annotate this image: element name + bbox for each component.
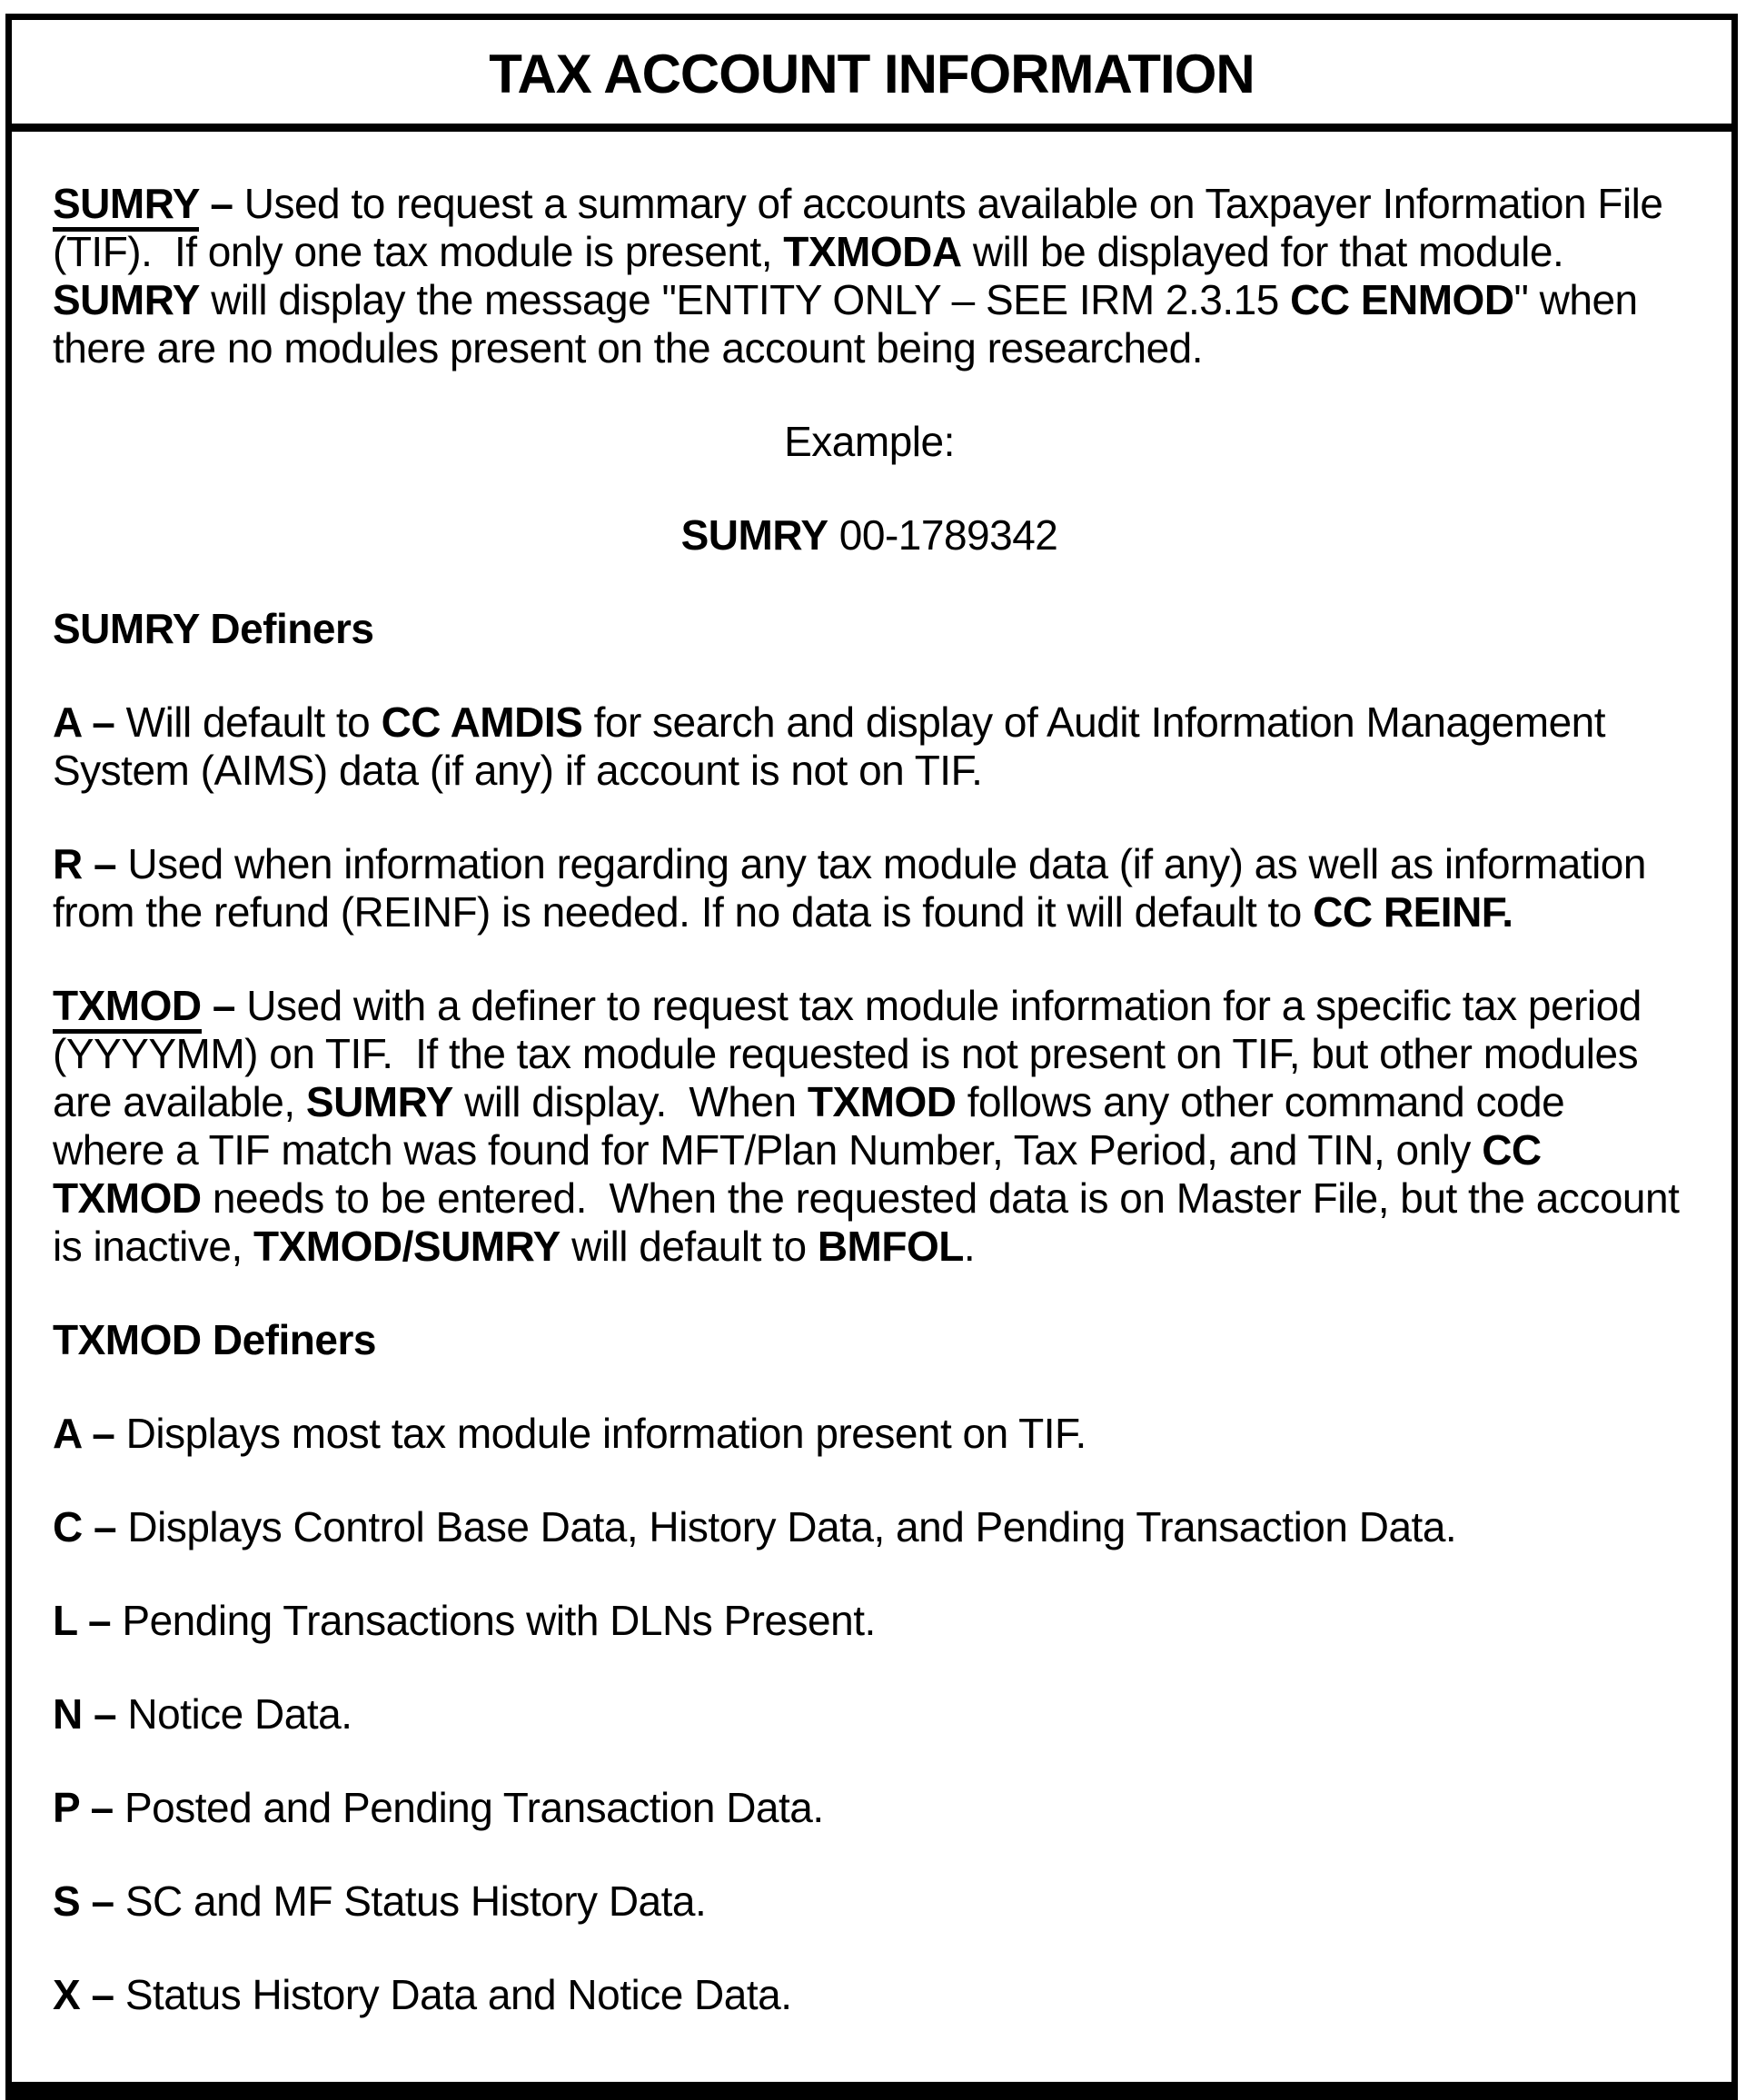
text-run: will display the message "ENTITY ONLY – SEE IRM 2.3.15 (199, 276, 1291, 323)
command-code: TXMOD/SUMRY (253, 1223, 561, 1270)
command-code: BMFOL (817, 1223, 964, 1270)
text-run: will display. When (452, 1078, 808, 1125)
definer-letter: L – (53, 1597, 123, 1644)
text-run: Used when information regarding any tax module data (if any) as well as information from the refund (REINF) is needed. If no data is found it will default to (53, 840, 1658, 936)
command-code: SUMRY (53, 180, 199, 232)
command-code: SUMRY (305, 1078, 453, 1125)
text-run: – (201, 982, 247, 1029)
text-run: Example: (784, 418, 955, 465)
command-code: TXMOD (807, 1078, 957, 1125)
txmod-definer-c (53, 1503, 1686, 1551)
definer-letter: X – (53, 1971, 125, 2018)
text-run: Posted and Pending Transaction Data. (124, 1784, 824, 1831)
txmod-definer-l (53, 1597, 1686, 1645)
text-run: Notice Data. (127, 1690, 352, 1738)
example-command (53, 511, 1686, 560)
definer-letter: N – (53, 1690, 128, 1738)
text-run: will default to (560, 1223, 818, 1270)
text-run: for search and display of Audit Information Management System (AIMS) data (if any) if account is not on TIF. (53, 698, 1617, 794)
text-run: follows any other command code where a TIF match was found for MFT/Plan Number, Tax Period, and TIN, only (53, 1078, 1576, 1174)
text-run: . (963, 1223, 976, 1270)
txmod-definer-p (53, 1784, 1686, 1832)
command-code: SUMRY (53, 276, 200, 323)
definer-letter: A – (53, 1410, 126, 1457)
text-run: 00-1789342 (828, 511, 1058, 559)
document-body (12, 132, 1731, 2019)
text-run: Will default to (125, 698, 382, 746)
command-code: CC AMDIS (381, 698, 583, 746)
heading-text: SUMRY Definers (53, 605, 374, 652)
command-code: TXMODA (783, 228, 962, 275)
definer-letter: P – (53, 1784, 124, 1831)
example-label (53, 418, 1686, 466)
text-run: – (199, 180, 244, 227)
txmod-definer-n (53, 1690, 1686, 1738)
text-run: " when there are no modules present on the account being researched. (53, 276, 1649, 371)
text-run: Displays Control Base Data, History Data, and Pending Transaction Data. (127, 1503, 1457, 1550)
command-code: CC REINF. (1313, 888, 1513, 936)
document-header (12, 20, 1731, 132)
definer-letter: C – (53, 1503, 128, 1550)
txmod-description-paragraph (53, 982, 1691, 1271)
sumry-definer-a (53, 698, 1686, 795)
command-code: SUMRY (680, 511, 828, 559)
sumry-definers-heading (53, 605, 1686, 653)
command-code: TXMOD (53, 982, 202, 1034)
page-title: TAX ACCOUNT INFORMATION (489, 43, 1255, 104)
definer-letter: A – (53, 698, 126, 746)
text-run: Used with a definer to request tax module information for a specific tax period (YYYYMM) on TIF. If the tax module requested is not present on TIF, but other modules are available, (53, 982, 1653, 1125)
text-run: needs to be entered. When the requested data is on Master File, but the account is inactive, (53, 1174, 1691, 1270)
text-run: Displays most tax module information present on TIF. (125, 1410, 1086, 1457)
definer-letter: S – (53, 1877, 125, 1925)
heading-text: TXMOD Definers (53, 1316, 376, 1363)
text-run: Used to request a summary of accounts available on Taxpayer Information File (TIF). If only one tax module is present, (53, 180, 1674, 275)
text-run: Status History Data and Notice Data. (124, 1971, 792, 2018)
command-code: CC TXMOD (53, 1126, 1553, 1222)
text-run: Pending Transactions with DLNs Present. (122, 1597, 876, 1644)
document-sheet (5, 14, 1738, 2100)
command-code: CC ENMOD (1290, 276, 1514, 323)
txmod-definer-s (53, 1877, 1686, 1926)
definer-letter: R – (53, 840, 128, 887)
text-run: will be displayed for that module. (961, 228, 1575, 275)
sumry-description-paragraph (53, 180, 1686, 372)
txmod-definer-a (53, 1410, 1686, 1458)
txmod-definers-heading (53, 1316, 1686, 1364)
text-run: SC and MF Status History Data. (124, 1877, 707, 1925)
sumry-definer-r (53, 840, 1686, 936)
txmod-definer-x (53, 1971, 1686, 2019)
